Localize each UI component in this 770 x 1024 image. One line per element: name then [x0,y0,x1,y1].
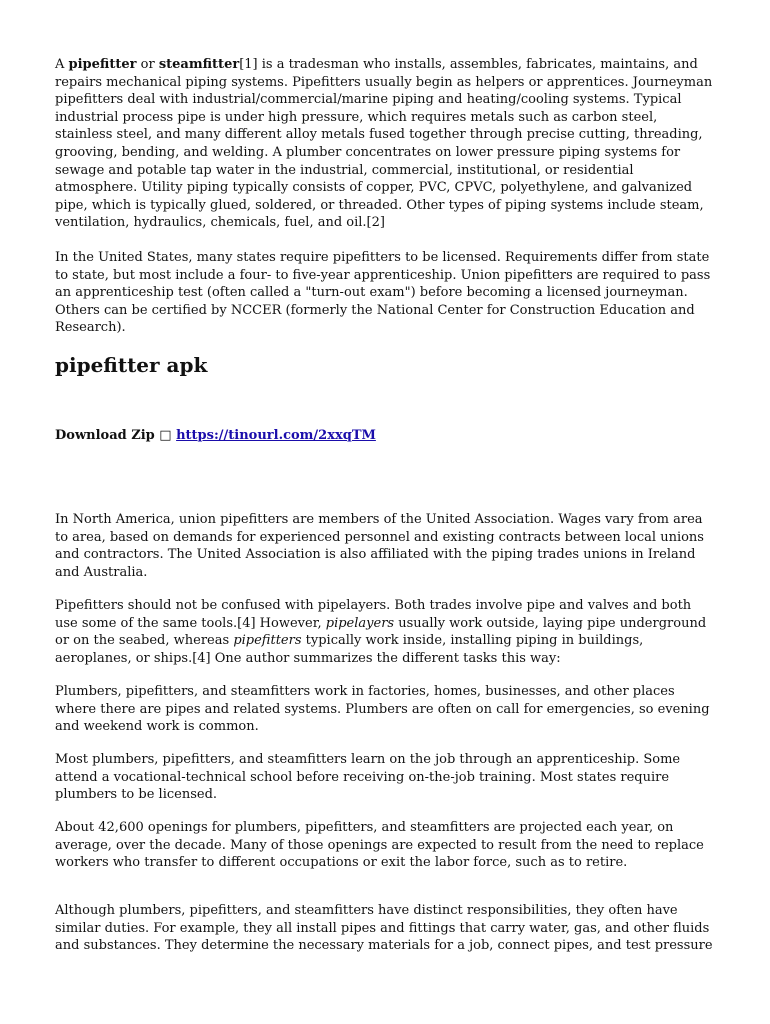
section-heading: pipefitter apk [55,353,208,377]
pipelayers-text-a: Pipefitters should not be confused with pipelayers. Both trades involve pipe and valves and both use some of the same tools.[4] However, [55,598,692,631]
licensing-paragraph: In the United States, many states require pipefitters to be licensed. Requirements differ from state to state, but most include a four- to five-year apprenticeship. Union pipefitters are required to pass an apprenticeship test (often called a "turn-out exam") before becoming a licensed journeyman. Others can be certified by NCCER (formerly the National Center for Construction Education and Research). [55,250,711,336]
pipelayers-text-b: usually work outside, laying pipe underground or on the seabed, whereas [55,615,707,649]
intro-text-or: or [136,57,159,72]
intro-text-a: A [55,57,69,72]
pipelayers-text-c: typically work inside, installing piping in buildings, aeroplanes, or ships.[4] One author summarizes the different tasks this way: [55,633,644,666]
term-pipefitter: pipefitter [68,57,137,72]
intro-text-rest: [1] is a tradesman who installs, assembles, fabricates, maintains, and repairs mechanical piping systems. Pipefitters usually begin as helpers or apprentices. Journeyman pipefitters deal with industrial/commercial/marine piping and heating/cooling systems. Typical industrial process pipe is under high pressure, which requires metals such as carbon steel, stainless steel, and many different alloy metals fused together through precise cutting, threading, grooving, bending, and welding. A plumber concentrates on lower pressure piping systems for sewage and potable tap water in the industrial, commercial, institutional, or residential atmosphere. Utility piping typically consists of copper, PVC, CPVC, polyethylene, and galvanized pipe, which is typically glued, soldered, or threaded. Other types of piping systems include steam, ventilation, hydraulics, chemicals, fuel, and oil.[2] [55,57,713,231]
term-pipelayers: pipelayers [325,615,395,631]
workplaces-paragraph: Plumbers, pipefitters, and steamfitters work in factories, homes, businesses, and other places where there are pipes and related systems. Plumbers are often on call for emergencies, so evening and weekend work is common. [55,684,710,735]
term-steamfitter: steamfitter [158,57,240,72]
intro-paragraph [55,56,717,232]
union-paragraph: In North America, union pipefitters are members of the United Association. Wages vary from area to area, based on demands for experienced personnel and existing contracts between local unions and contractors. The United Association is also affiliated with the piping trades unions in Ireland and Australia. [55,512,704,580]
openings-paragraph: About 42,600 openings for plumbers, pipefitters, and steamfitters are projected each year, on average, over the decade. Many of those openings are expected to result from the need to replace workers who transfer to different occupations or exit the labor force, such as to retire. [55,820,704,871]
term-pipefitters: pipefitters [233,633,302,649]
download-label: Download Zip □ [55,428,177,443]
download-line [55,427,376,445]
training-paragraph: Most plumbers, pipefitters, and steamfitters learn on the job through an apprenticeship. Some attend a vocational-technical school before receiving on-the-job training. Most states require plumbers to be licensed. [55,752,681,803]
duties-paragraph: Although plumbers, pipefitters, and steamfitters have distinct responsibilities, they often have similar duties. For example, they all install pipes and fittings that carry water, gas, and other fluids and substances. They determine the necessary materials for a job, connect pipes, and test pressure [55,903,713,954]
pipelayers-paragraph [55,597,717,667]
download-link[interactable]: https://tinourl.com/2xxqTM [176,428,376,443]
